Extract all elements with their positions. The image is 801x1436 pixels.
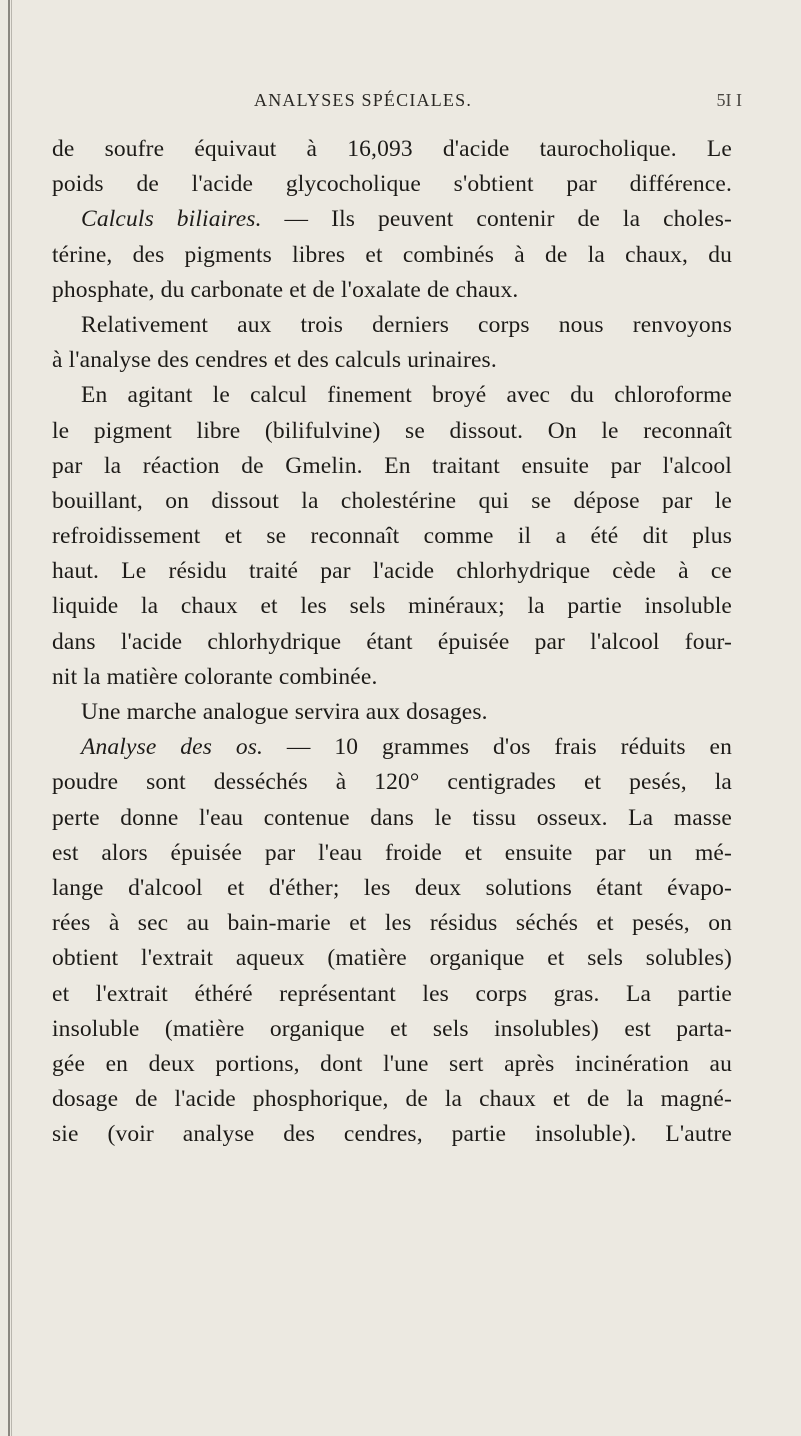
text-line: à l'analyse des cendres et des calculs urinaires. [52, 347, 497, 374]
text-line: et l'extrait éthéré représentant les corps gras. La partie [52, 980, 732, 1007]
text-line: perte donne l'eau contenue dans le tissu osseux. La masse [52, 804, 732, 831]
text-line: liquide la chaux et les sels minéraux; la partie insoluble [52, 593, 732, 620]
text-line: obtient l'extrait aqueux (matière organique et sels solubles) [52, 945, 732, 972]
text-line: térine, des pigments libres et combinés à de la chaux, du [52, 241, 732, 268]
text-line: refroidissement et se reconnaît comme il a été dit plus [52, 523, 732, 550]
text-line: est alors épuisée par l'eau froide et ensuite par un mé- [52, 839, 732, 866]
text-line: lange d'alcool et d'éther; les deux solutions étant évapo- [52, 874, 732, 901]
text-line: En agitant le calcul finement broyé avec du chloroforme [81, 382, 732, 409]
text-line: rées à sec au bain-marie et les résidus séchés et pesés, on [52, 910, 732, 937]
text-line: par la réaction de Gmelin. En traitant ensuite par l'alcool [52, 452, 732, 479]
text-line: Calculs biliaires. — Ils peuvent contenir de la choles- [81, 206, 732, 233]
body-text [52, 132, 732, 1152]
page-header [50, 90, 780, 120]
text-line: dosage de l'acide phosphorique, de la chaux et de la magné- [52, 1086, 732, 1113]
text-line: nit la matière colorante combinée. [52, 663, 378, 690]
text-line: de soufre équivaut à 16,093 d'acide taurocholique. Le [52, 136, 732, 162]
section-heading-os: Analyse des os. [81, 734, 264, 761]
page-number: 5I I [716, 90, 742, 110]
text-line: poudre sont desséchés à 120° centigrades et pesés, la [52, 769, 732, 796]
text-line: bouillant, on dissout la cholestérine qui se dépose par le [52, 487, 732, 514]
text-line: phosphate, du carbonate et de l'oxalate de chaux. [52, 276, 519, 303]
section-heading-calculs: Calculs biliaires. [81, 206, 262, 233]
text-line: sie (voir analyse des cendres, partie insoluble). L'autre [52, 1121, 732, 1148]
page-binding-edge-shadow [11, 0, 12, 1436]
text-line: haut. Le résidu traité par l'acide chlorhydrique cède à ce [52, 558, 732, 585]
running-head: ANALYSES SPÉCIALES. [254, 90, 473, 110]
text-line: Analyse des os. — 10 grammes d'os frais réduits en [81, 734, 732, 761]
text-line: gée en deux portions, dont l'une sert après incinération au [52, 1050, 732, 1077]
text-line: insoluble (matière organique et sels insolubles) est parta- [52, 1015, 732, 1042]
text-line: Une marche analogue servira aux dosages. [81, 699, 488, 725]
text-line: Relativement aux trois derniers corps nous renvoyons [81, 311, 732, 338]
text-line: poids de l'acide glycocholique s'obtient par différence. [52, 171, 732, 198]
page-binding-edge [8, 0, 10, 1436]
text-line: le pigment libre (bilifulvine) se dissout. On le reconnaît [52, 417, 732, 444]
text-line: dans l'acide chlorhydrique étant épuisée par l'alcool four- [52, 628, 732, 655]
